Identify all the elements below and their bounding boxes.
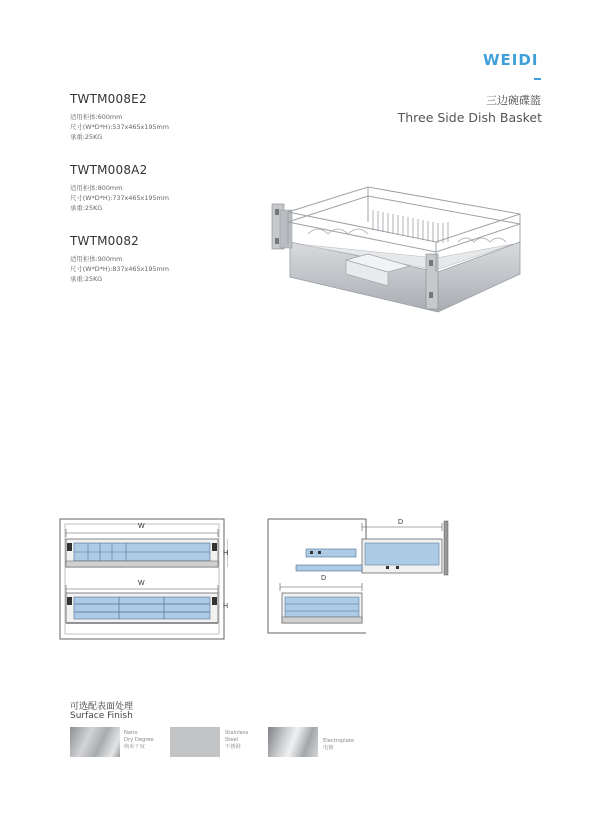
- model-cabinet: 适用柜体:800mm: [70, 184, 123, 192]
- model-load: 承重:25KG: [70, 275, 103, 283]
- nano-finish-swatch: [70, 727, 120, 757]
- stainless-finish-swatch: [170, 727, 220, 757]
- model-cabinet: 适用柜体:900mm: [70, 255, 123, 263]
- model-name: TWTM008E2: [70, 92, 147, 106]
- model-block: [70, 163, 290, 213]
- swatch-label-cn: 纳米干度: [124, 744, 145, 750]
- model-load: 承重:25KG: [70, 133, 103, 141]
- swatch-label-en: Stainless: [225, 730, 249, 736]
- depth-label: D: [398, 519, 404, 526]
- surface-finish-title-en: Surface Finish: [70, 711, 133, 721]
- swatch-label-en: Dry Degree: [124, 737, 154, 743]
- brand-logo: WEIDI: [483, 51, 539, 69]
- model-size: 尺寸(W*D*H):537x465x195mm: [70, 123, 169, 131]
- model-name: TWTM0082: [70, 234, 140, 248]
- model-name: TWTM008A2: [70, 163, 148, 177]
- height-label: H: [223, 550, 229, 557]
- swatch-label: [124, 730, 154, 751]
- product-title-cn: 三边碗碟篮: [486, 94, 541, 107]
- side-view-diagram: [266, 517, 452, 635]
- dish-basket-image: [268, 182, 530, 322]
- model-load: 承重:25KG: [70, 204, 103, 212]
- surface-finish-title-cn: 可选配表面处理: [70, 702, 134, 712]
- electroplate-finish-swatch: [268, 727, 318, 757]
- swatch-label-en: Steel: [225, 737, 239, 743]
- logo-accent-dash: [534, 78, 541, 80]
- height-label: H: [223, 603, 229, 610]
- swatch-label-cn: 电镀: [323, 745, 334, 751]
- model-size: 尺寸(W*D*H):737x465x195mm: [70, 194, 169, 202]
- model-size: 尺寸(W*D*H):837x465x195mm: [70, 265, 169, 273]
- width-label: W: [138, 580, 145, 587]
- swatch-label-cn: 不锈钢: [225, 744, 241, 750]
- front-view-diagram: [58, 517, 228, 641]
- swatch-label: [323, 738, 354, 752]
- swatch-label: [225, 730, 248, 751]
- model-block: [70, 92, 290, 142]
- width-label: W: [138, 523, 145, 530]
- swatch-label-en: Electroplate: [323, 738, 355, 744]
- depth-label: D: [321, 575, 327, 582]
- swatch-label-en: Nano: [124, 730, 138, 736]
- product-title-en: Three Side Dish Basket: [397, 110, 542, 125]
- model-block: [70, 234, 290, 284]
- model-cabinet: 适用柜体:600mm: [70, 113, 123, 121]
